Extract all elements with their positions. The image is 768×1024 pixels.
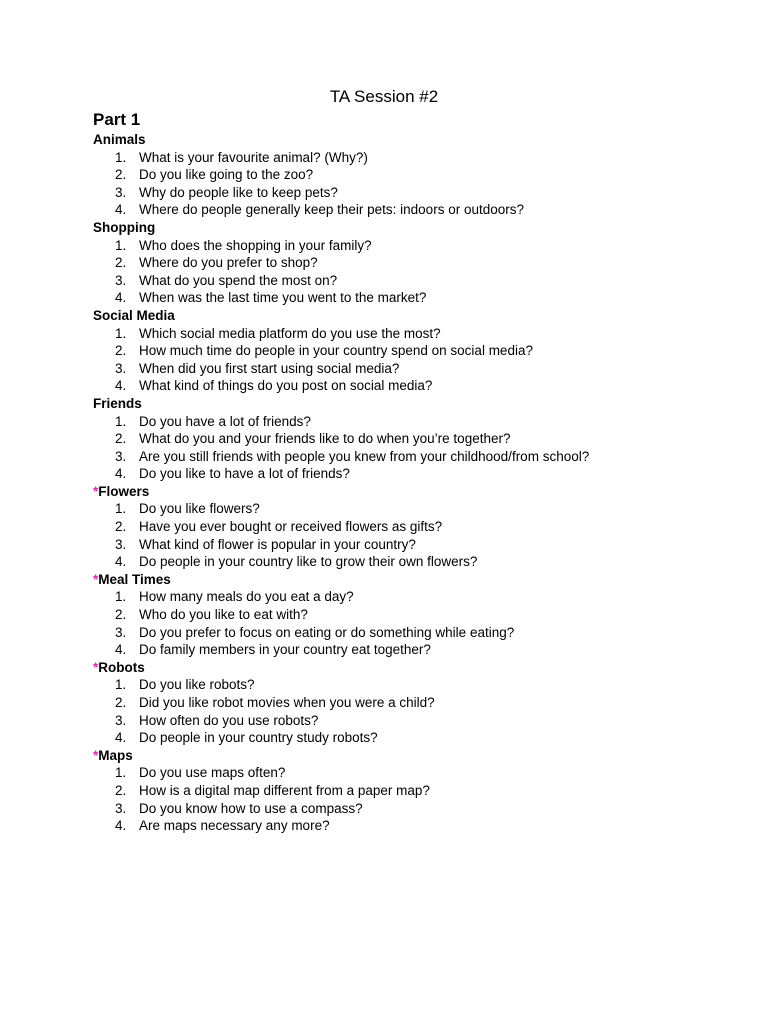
- question-number: 1.: [115, 149, 127, 165]
- question-text: Who does the shopping in your family?: [139, 237, 372, 253]
- question-item: [93, 237, 733, 255]
- question-text: Are you still friends with people you knew from your childhood/from school?: [139, 448, 590, 464]
- question-item: [93, 536, 733, 554]
- question-item: [93, 641, 733, 659]
- question-list: [93, 676, 733, 746]
- topic-section: [93, 747, 733, 835]
- topic-heading: [93, 219, 733, 237]
- question-item: [93, 430, 733, 448]
- question-item: [93, 764, 733, 782]
- question-text: What kind of things do you post on social media?: [139, 378, 433, 394]
- topic-star-marker: *: [93, 571, 99, 587]
- topic-star-marker: *: [93, 747, 99, 763]
- question-text: Do you like robots?: [139, 677, 255, 693]
- question-item: [93, 254, 733, 272]
- topic-section: [93, 219, 733, 307]
- question-text: How many meals do you eat a day?: [139, 589, 354, 605]
- topic-heading: [93, 131, 733, 149]
- question-item: [93, 448, 733, 466]
- question-item: [93, 272, 733, 290]
- topic-section: [93, 131, 733, 219]
- question-text: How often do you use robots?: [139, 712, 319, 728]
- question-item: [93, 588, 733, 606]
- topic-section: [93, 307, 733, 395]
- question-text: Have you ever bought or received flowers as gifts?: [139, 519, 443, 535]
- topic-title: Friends: [93, 395, 142, 411]
- question-number: 4.: [115, 202, 127, 218]
- question-text: Where do you prefer to shop?: [139, 255, 318, 271]
- topic-star-marker: *: [93, 659, 99, 675]
- question-number: 4.: [115, 378, 127, 394]
- question-text: Do you prefer to focus on eating or do something while eating?: [139, 624, 515, 640]
- topic-section: [93, 483, 733, 571]
- question-item: [93, 413, 733, 431]
- topic-heading: [93, 395, 733, 413]
- question-text: Which social media platform do you use the most?: [139, 325, 441, 341]
- question-item: [93, 712, 733, 730]
- question-item: [93, 800, 733, 818]
- question-number: 1.: [115, 501, 127, 517]
- question-text: What kind of flower is popular in your country?: [139, 536, 416, 552]
- question-number: 4.: [115, 730, 127, 746]
- question-number: 3.: [115, 536, 127, 552]
- question-text: Do people in your country study robots?: [139, 730, 378, 746]
- question-item: [93, 360, 733, 378]
- question-text: How is a digital map different from a paper map?: [139, 782, 430, 798]
- question-text: Do people in your country like to grow their own flowers?: [139, 554, 478, 570]
- question-text: Do family members in your country eat together?: [139, 642, 431, 658]
- question-text: When did you first start using social media?: [139, 360, 400, 376]
- question-item: [93, 325, 733, 343]
- question-item: [93, 606, 733, 624]
- question-text: What do you spend the most on?: [139, 272, 338, 288]
- topic-title: Social Media: [93, 307, 175, 323]
- question-item: [93, 149, 733, 167]
- question-list: [93, 764, 733, 834]
- question-text: Where do people generally keep their pets: indoors or outdoors?: [139, 202, 524, 218]
- question-item: [93, 377, 733, 395]
- question-number: 3.: [115, 800, 127, 816]
- question-item: [93, 289, 733, 307]
- question-number: 3.: [115, 624, 127, 640]
- question-list: [93, 237, 733, 307]
- question-item: [93, 624, 733, 642]
- question-number: 1.: [115, 237, 127, 253]
- question-item: [93, 782, 733, 800]
- question-text: Do you like to have a lot of friends?: [139, 466, 350, 482]
- question-number: 2.: [115, 255, 127, 271]
- question-text: Do you know how to use a compass?: [139, 800, 363, 816]
- question-number: 4.: [115, 818, 127, 834]
- topic-section: [93, 395, 733, 483]
- question-item: [93, 694, 733, 712]
- question-list: [93, 149, 733, 219]
- question-number: 3.: [115, 184, 127, 200]
- question-number: 1.: [115, 677, 127, 693]
- question-number: 2.: [115, 607, 127, 623]
- question-text: How much time do people in your country spend on social media?: [139, 343, 533, 359]
- document-body: [93, 109, 733, 835]
- topic-heading: [93, 571, 733, 589]
- question-text: Do you use maps often?: [139, 765, 286, 781]
- question-number: 2.: [115, 431, 127, 447]
- topic-title: Maps: [98, 747, 133, 763]
- question-number: 4.: [115, 290, 127, 306]
- question-item: [93, 342, 733, 360]
- question-list: [93, 325, 733, 395]
- question-number: 1.: [115, 413, 127, 429]
- question-number: 1.: [115, 325, 127, 341]
- question-text: What is your favourite animal? (Why?): [139, 149, 368, 165]
- topic-heading: [93, 659, 733, 677]
- question-number: 2.: [115, 343, 127, 359]
- question-item: [93, 817, 733, 835]
- question-number: 3.: [115, 712, 127, 728]
- topic-section: [93, 659, 733, 747]
- topic-heading: [93, 747, 733, 765]
- topic-heading: [93, 307, 733, 325]
- topic-star-marker: *: [93, 483, 99, 499]
- part-heading: Part 1: [93, 110, 141, 129]
- question-text: Did you like robot movies when you were a child?: [139, 695, 435, 710]
- question-item: [93, 729, 733, 747]
- topic-title: Robots: [98, 659, 145, 675]
- question-item: [93, 201, 733, 219]
- question-number: 4.: [115, 642, 127, 658]
- question-text: When was the last time you went to the market?: [139, 290, 427, 306]
- question-number: 2.: [115, 782, 127, 798]
- question-number: 2.: [115, 695, 127, 710]
- question-number: 3.: [115, 360, 127, 376]
- question-text: Who do you like to eat with?: [139, 607, 308, 623]
- question-list: [93, 588, 733, 658]
- question-item: [93, 500, 733, 518]
- question-number: 3.: [115, 448, 127, 464]
- question-number: 2.: [115, 519, 127, 535]
- topic-title: Animals: [93, 132, 146, 147]
- topic-list: [93, 131, 733, 835]
- question-number: 3.: [115, 272, 127, 288]
- question-text: Do you like flowers?: [139, 501, 260, 517]
- question-text: Do you like going to the zoo?: [139, 167, 314, 183]
- question-text: What do you and your friends like to do when you’re together?: [139, 431, 511, 447]
- topic-title: Shopping: [93, 219, 156, 235]
- topic-section: [93, 571, 733, 659]
- topic-title: Meal Times: [98, 571, 171, 587]
- question-text: Are maps necessary any more?: [139, 818, 330, 834]
- topic-heading: [93, 483, 733, 501]
- question-text: Why do people like to keep pets?: [139, 184, 338, 200]
- question-item: [93, 518, 733, 536]
- question-list: [93, 500, 733, 570]
- document-title: TA Session #2: [329, 87, 439, 106]
- question-number: 1.: [115, 589, 127, 605]
- question-item: [93, 676, 733, 694]
- question-item: [93, 184, 733, 202]
- question-number: 4.: [115, 554, 127, 570]
- question-item: [93, 166, 733, 184]
- question-item: [93, 553, 733, 571]
- question-text: Do you have a lot of friends?: [139, 413, 311, 429]
- question-number: 4.: [115, 466, 127, 482]
- question-item: [93, 465, 733, 483]
- question-number: 2.: [115, 167, 127, 183]
- topic-title: Flowers: [98, 483, 150, 499]
- question-number: 1.: [115, 765, 127, 781]
- question-list: [93, 413, 733, 483]
